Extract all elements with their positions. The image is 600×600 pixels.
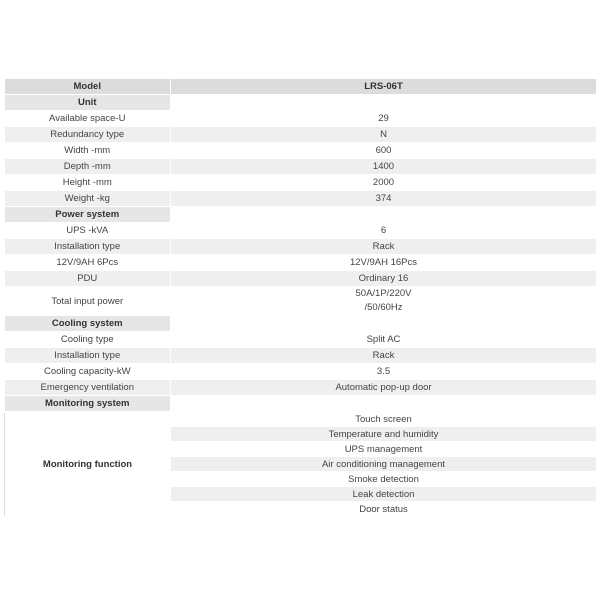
monitoring-function-item: Leak detection xyxy=(171,487,597,502)
section-cooling xyxy=(5,316,597,332)
row-value: 2000 xyxy=(171,175,597,191)
monitoring-function-item: Smoke detection xyxy=(171,472,597,487)
section-title: Unit xyxy=(5,95,171,111)
monitoring-function-item: UPS management xyxy=(171,442,597,457)
row-value: 29 xyxy=(171,111,597,127)
table-row xyxy=(5,348,597,364)
row-value: 12V/9AH 16Pcs xyxy=(171,255,597,271)
monitoring-function-item: Temperature and humidity xyxy=(171,427,597,442)
row-value: 600 xyxy=(171,143,597,159)
row-value: 1400 xyxy=(171,159,597,175)
table-row xyxy=(5,127,597,143)
row-value xyxy=(171,287,597,316)
row-value: Automatic pop-up door xyxy=(171,380,597,396)
row-label: Redundancy type xyxy=(5,127,171,143)
section-monitoring xyxy=(5,396,597,412)
row-label: Weight -kg xyxy=(5,191,171,207)
header-row xyxy=(5,79,597,95)
monitoring-function-item: Touch screen xyxy=(171,412,597,427)
section-title: Power system xyxy=(5,207,171,223)
table-row xyxy=(5,159,597,175)
total-input-line2: /50/60Hz xyxy=(364,302,403,313)
row-label: Depth -mm xyxy=(5,159,171,175)
row-label: Available space-U xyxy=(5,111,171,127)
row-value: Rack xyxy=(171,348,597,364)
row-label: UPS -kVA xyxy=(5,223,171,239)
table-row xyxy=(5,380,597,396)
section-title: Cooling system xyxy=(5,316,171,332)
row-label: Height -mm xyxy=(5,175,171,191)
table-row xyxy=(5,332,597,348)
section-power xyxy=(5,207,597,223)
table-row xyxy=(5,143,597,159)
table-row xyxy=(5,223,597,239)
table-row xyxy=(5,287,597,316)
table-row xyxy=(5,412,597,427)
row-label: Installation type xyxy=(5,239,171,255)
monitoring-function-item: Door status xyxy=(171,502,597,517)
total-input-line1: 50A/1P/220V xyxy=(355,288,412,299)
header-model-value: LRS-06T xyxy=(171,79,597,95)
monitoring-function-item: Air conditioning management xyxy=(171,457,597,472)
row-value: Rack xyxy=(171,239,597,255)
row-label: Total input power xyxy=(5,287,171,316)
spec-table xyxy=(4,79,597,517)
row-label: Cooling type xyxy=(5,332,171,348)
table-row xyxy=(5,191,597,207)
table-row xyxy=(5,175,597,191)
row-value: N xyxy=(171,127,597,143)
section-title: Monitoring system xyxy=(5,396,171,412)
table-row xyxy=(5,255,597,271)
row-label: Installation type xyxy=(5,348,171,364)
section-unit xyxy=(5,95,597,111)
row-label: Emergency ventilation xyxy=(5,380,171,396)
row-label: 12V/9AH 6Pcs xyxy=(5,255,171,271)
monitoring-function-label: Monitoring function xyxy=(5,412,171,517)
table-row xyxy=(5,364,597,380)
table-row xyxy=(5,111,597,127)
header-label: Model xyxy=(5,79,171,95)
row-value: Split AC xyxy=(171,332,597,348)
row-value: 6 xyxy=(171,223,597,239)
table-row xyxy=(5,271,597,287)
row-value: 3.5 xyxy=(171,364,597,380)
row-label: Width -mm xyxy=(5,143,171,159)
row-value: 374 xyxy=(171,191,597,207)
row-label: Cooling capacity-kW xyxy=(5,364,171,380)
table-row xyxy=(5,239,597,255)
row-label: PDU xyxy=(5,271,171,287)
row-value: Ordinary 16 xyxy=(171,271,597,287)
